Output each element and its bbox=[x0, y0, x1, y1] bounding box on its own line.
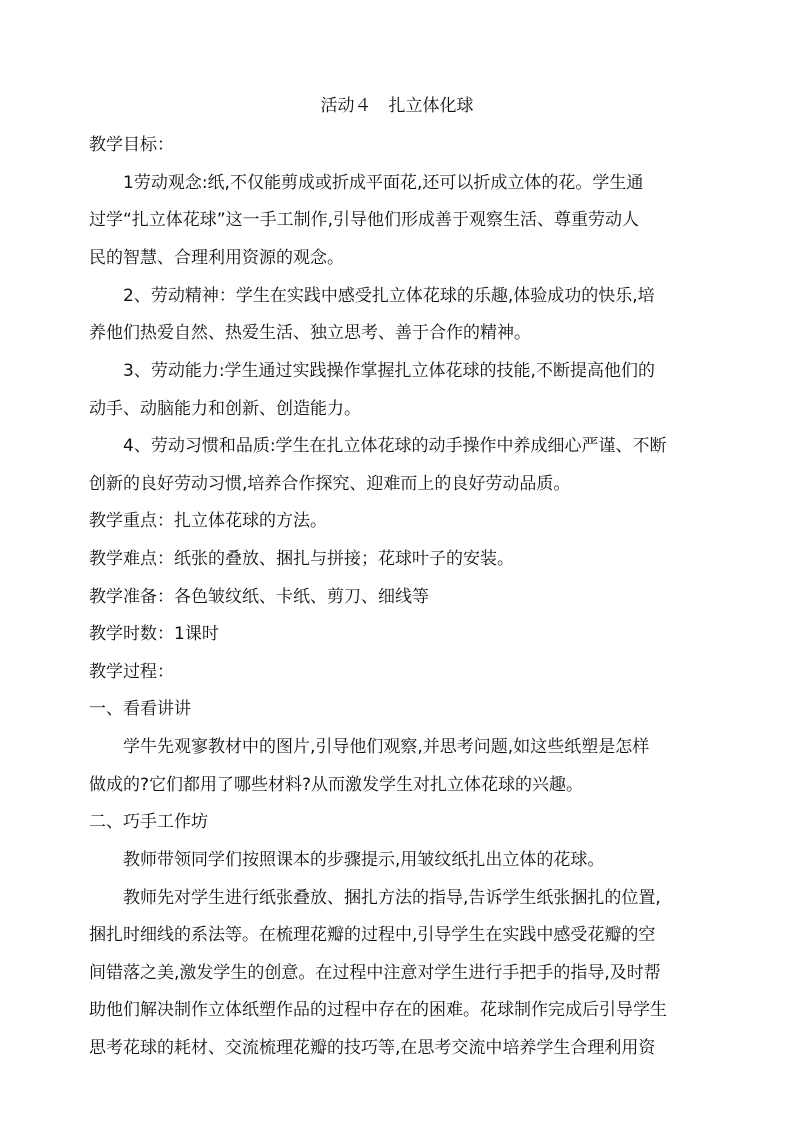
class-hours-line: 教学时数：1课时 bbox=[89, 624, 219, 644]
paragraph-line: 教师带领同学们按照课本的步骤提示,用皱纹纸扎出立体的花球。 bbox=[123, 850, 605, 870]
paragraph-line: 3、劳动能力:学生通过实践操作掌握扎立体花球的技能,不断提高他们的 bbox=[123, 361, 655, 381]
paragraph-line: 捆扎时细线的系法等。在梳理花瓣的过程中,引导学生在实践中感受花瓣的空 bbox=[89, 925, 656, 945]
difficulties-line: 教学难点：纸张的叠放、捆扎与拼接；花球叶子的安装。 bbox=[89, 549, 514, 569]
section-heading-process: 教学过程： bbox=[89, 662, 174, 682]
paragraph-line: 过学“扎立体花球”这一手工制作,引导他们形成善于观察生活、尊重劳动人 bbox=[89, 210, 640, 230]
paragraph-line: 动手、动脑能力和创新、创造能力。 bbox=[89, 399, 361, 419]
section-heading-objectives: 教学目标： bbox=[89, 135, 174, 155]
paragraph-line: 做成的?它们都用了哪些材料?从而激发学生对扎立体花球的兴趣。 bbox=[89, 775, 584, 795]
paragraph-line: 养他们热爱自然、热爱生活、独立思考、善于合作的精神。 bbox=[89, 323, 531, 343]
paragraph-line: 学牛先观寥教材中的图片,引导他们观察,并思考问题,如这些纸塑是怎样 bbox=[123, 737, 650, 757]
key-points-line: 教学重点：扎立体花球的方法。 bbox=[89, 511, 327, 531]
paragraph-line: 创新的良好劳动习惯,培养合作探究、迎难而上的良好劳动品质。 bbox=[89, 474, 571, 494]
paragraph-line: 1劳动观念:纸,不仅能剪成或折成平面花,还可以折成立体的花。学生通 bbox=[123, 173, 644, 193]
paragraph-line: 思考花球的耗材、交流梳理花瓣的技巧等,在思考交流中培养学生合理利用资 bbox=[89, 1038, 656, 1058]
paragraph-line: 2、劳动精神：学生在实践中感受扎立体花球的乐趣,体验成功的快乐,培 bbox=[123, 286, 655, 306]
preparation-line: 教学准备：各色皱纹纸、卡纸、剪刀、细线等 bbox=[89, 587, 429, 607]
paragraph-line: 4、劳动习惯和品质:学生在扎立体花球的动手操作中养成细心严谨、不断 bbox=[123, 436, 667, 456]
subsection-heading: 二、巧手工作坊 bbox=[89, 812, 208, 832]
paragraph-line: 助他们解决制作立体纸塑作品的过程中存在的困难。花球制作完成后引导学生 bbox=[89, 1000, 667, 1020]
paragraph-line: 教师先对学生进行纸张叠放、捆扎方法的指导,告诉学生纸张捆扎的位置, bbox=[123, 888, 661, 908]
paragraph-line: 民的智慧、合理利用资源的观念。 bbox=[89, 248, 344, 268]
paragraph-line: 间错落之美,激发学生的创意。在过程中注意对学生进行手把手的指导,及时帮 bbox=[89, 963, 661, 983]
page-title: 活动４ 扎立体化球 bbox=[320, 96, 474, 116]
subsection-heading: 一、看看讲讲 bbox=[89, 699, 191, 719]
